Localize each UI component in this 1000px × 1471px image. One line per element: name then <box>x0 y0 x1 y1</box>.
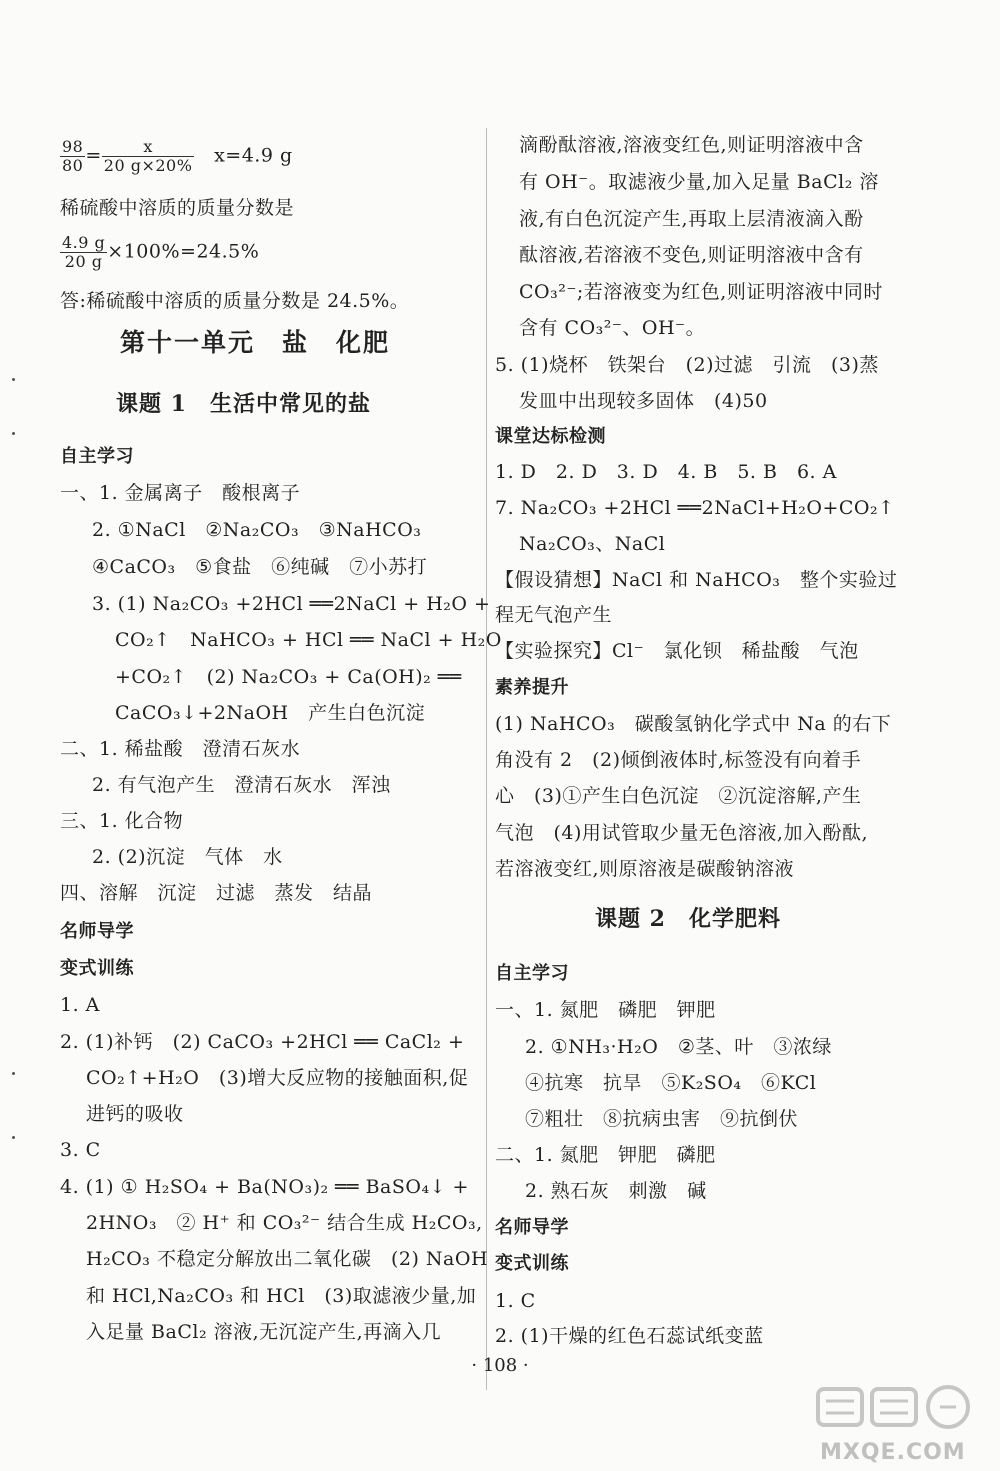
answer-line: 有 OH⁻。取滤液少量,加入足量 BaCl₂ 溶 <box>519 171 879 193</box>
equation-rest: ×100%=24.5% <box>107 240 260 263</box>
section-heading: 自主学习 <box>495 963 569 984</box>
answer-line: 2. (1)干燥的红色石蕊试纸变蓝 <box>495 1325 764 1347</box>
answer-line: 2. (2)沉淀 气体 水 <box>92 846 283 868</box>
answer-line: 程无气泡产生 <box>495 604 613 626</box>
answer-line: 二、1. 稀盐酸 澄清石灰水 <box>60 738 301 760</box>
answer-line: 二、1. 氮肥 钾肥 磷肥 <box>495 1144 716 1166</box>
section-heading: 名师导学 <box>60 921 134 942</box>
denominator: 80 <box>62 156 84 175</box>
numerator: 4.9 g <box>62 233 106 252</box>
answer-line: 液,有白色沉淀产生,再取上层清液滴入酚 <box>519 208 864 230</box>
answer-line: ④抗寒 抗旱 ⑤K₂SO₄ ⑥KCl <box>525 1072 817 1094</box>
answer-line: 2. 熟石灰 刺激 碱 <box>525 1180 707 1202</box>
answer-line: 心 (3)①产生白色沉淀 ②沉淀溶解,产生 <box>495 785 862 807</box>
answer-line: 【实验探究】Cl⁻ 氯化钡 稀盐酸 气泡 <box>495 640 859 662</box>
answer-line: Na₂CO₃、NaCl <box>519 533 666 555</box>
section-heading: 课堂达标检测 <box>495 426 606 447</box>
answer-line: 7. Na₂CO₃ +2HCl ══2NaCl+H₂O+CO₂↑ <box>495 497 895 519</box>
answer-line: ④CaCO₃ ⑤食盐 ⑥纯碱 ⑦小苏打 <box>92 556 428 578</box>
section-heading: 素养提升 <box>495 677 569 698</box>
answer-line: 含有 CO₃²⁻、OH⁻。 <box>519 317 706 339</box>
answer-line: (1) NaHCO₃ 碳酸氢钠化学式中 Na 的右下 <box>495 713 892 735</box>
answer-line: 4. (1) ① H₂SO₄ + Ba(NO₃)₂ ══ BaSO₄↓ + <box>60 1176 469 1198</box>
answer-line: 入足量 BaCl₂ 溶液,无沉淀产生,再滴入几 <box>86 1321 442 1343</box>
answer-line: H₂CO₃ 不稳定分解放出二氧化碳 (2) NaOH <box>86 1248 489 1270</box>
answer-line: 3. (1) Na₂CO₃ +2HCl ══2NaCl + H₂O + <box>92 593 491 615</box>
answer-line: 2. ①NaCl ②Na₂CO₃ ③NaHCO₃ <box>92 519 422 541</box>
answer-line: CO₂↑ NaHCO₃ + HCl ══ NaCl + H₂O <box>115 629 502 651</box>
answer-line: 2. (1)补钙 (2) CaCO₃ +2HCl ══ CaCl₂ + <box>60 1031 465 1053</box>
scan-speck <box>12 378 15 381</box>
answer-line: 三、1. 化合物 <box>60 810 184 832</box>
scan-speck <box>12 1072 15 1075</box>
answer-line: 2. 有气泡产生 澄清石灰水 浑浊 <box>92 774 391 796</box>
answer-line: 1. C <box>495 1290 536 1312</box>
answer-line: 一、1. 金属离子 酸根离子 <box>60 482 301 504</box>
watermark-text: MXQE.COM <box>820 1440 966 1465</box>
equation-2 <box>60 234 259 271</box>
answer-line: 答:稀硫酸中溶质的质量分数是 24.5%。 <box>60 290 410 312</box>
answer-line: 四、溶解 沉淀 过滤 蒸发 结晶 <box>60 882 373 904</box>
unit-title: 第十一单元 盐 化肥 <box>120 328 391 357</box>
answer-line: CO₂↑+H₂O (3)增大反应物的接触面积,促 <box>86 1067 469 1089</box>
page-number: · 108 · <box>471 1355 529 1376</box>
answer-line: 2HNO₃ ② H⁺ 和 CO₃²⁻ 结合生成 H₂CO₃, <box>86 1212 483 1234</box>
denominator: 20 g×20% <box>103 156 193 175</box>
answer-line: 发皿中出现较多固体 (4)50 <box>519 390 768 412</box>
text-line: 稀硫酸中溶质的质量分数是 <box>60 197 295 219</box>
equation-result: x=4.9 g <box>214 144 293 167</box>
answer-line: 酞溶液,若溶液不变色,则证明溶液中含有 <box>519 244 864 266</box>
answer-line: 气泡 (4)用试管取少量无色溶液,加入酚酞, <box>495 822 868 844</box>
section-heading: 变式训练 <box>60 958 134 979</box>
answer-line: 滴酚酞溶液,溶液变红色,则证明溶液中含 <box>519 134 864 156</box>
answer-line: 1. D 2. D 3. D 4. B 5. B 6. A <box>495 461 837 483</box>
topic-title: 课题 1 生活中常见的盐 <box>116 391 371 417</box>
numerator: x <box>102 138 195 157</box>
equals: = <box>85 144 102 167</box>
answer-line: 1. A <box>60 994 100 1016</box>
answer-line: 和 HCl,Na₂CO₃ 和 HCl (3)取滤液少量,加 <box>86 1285 477 1307</box>
fraction-x <box>102 138 195 175</box>
topic-title: 课题 2 化学肥料 <box>595 906 781 932</box>
answer-line: 5. (1)烧杯 铁架台 (2)过滤 引流 (3)蒸 <box>495 354 879 376</box>
fraction-mass <box>60 234 107 271</box>
answer-line: ⑦粗壮 ⑧抗病虫害 ⑨抗倒伏 <box>525 1108 799 1130</box>
equation-1 <box>60 138 293 175</box>
answer-line: CO₃²⁻;若溶液变为红色,则证明溶液中同时 <box>519 281 883 303</box>
column-divider <box>486 128 487 1390</box>
section-heading: 名师导学 <box>495 1217 569 1238</box>
answer-line: +CO₂↑ (2) Na₂CO₃ + Ca(OH)₂ ══ <box>115 666 462 688</box>
denominator: 20 g <box>64 252 103 271</box>
answer-line: 若溶液变红,则原溶液是碳酸钠溶液 <box>495 858 795 880</box>
numerator: 98 <box>62 137 84 156</box>
scan-speck <box>12 1136 15 1139</box>
answer-line: 进钙的吸收 <box>86 1103 184 1125</box>
answer-line: 3. C <box>60 1139 101 1161</box>
scan-speck <box>12 432 15 435</box>
answer-line: 角没有 2 (2)倾倒液体时,标签没有向着手 <box>495 749 862 771</box>
fraction-98-80 <box>60 138 85 175</box>
answer-line: 一、1. 氮肥 磷肥 钾肥 <box>495 999 716 1021</box>
section-heading: 自主学习 <box>60 446 134 467</box>
answer-line: 【假设猜想】NaCl 和 NaHCO₃ 整个实验过 <box>495 569 898 591</box>
answer-line: 2. ①NH₃·H₂O ②茎、叶 ③浓绿 <box>525 1036 832 1058</box>
section-heading: 变式训练 <box>495 1253 569 1274</box>
answer-line: CaCO₃↓+2NaOH 产生白色沉淀 <box>115 702 426 724</box>
